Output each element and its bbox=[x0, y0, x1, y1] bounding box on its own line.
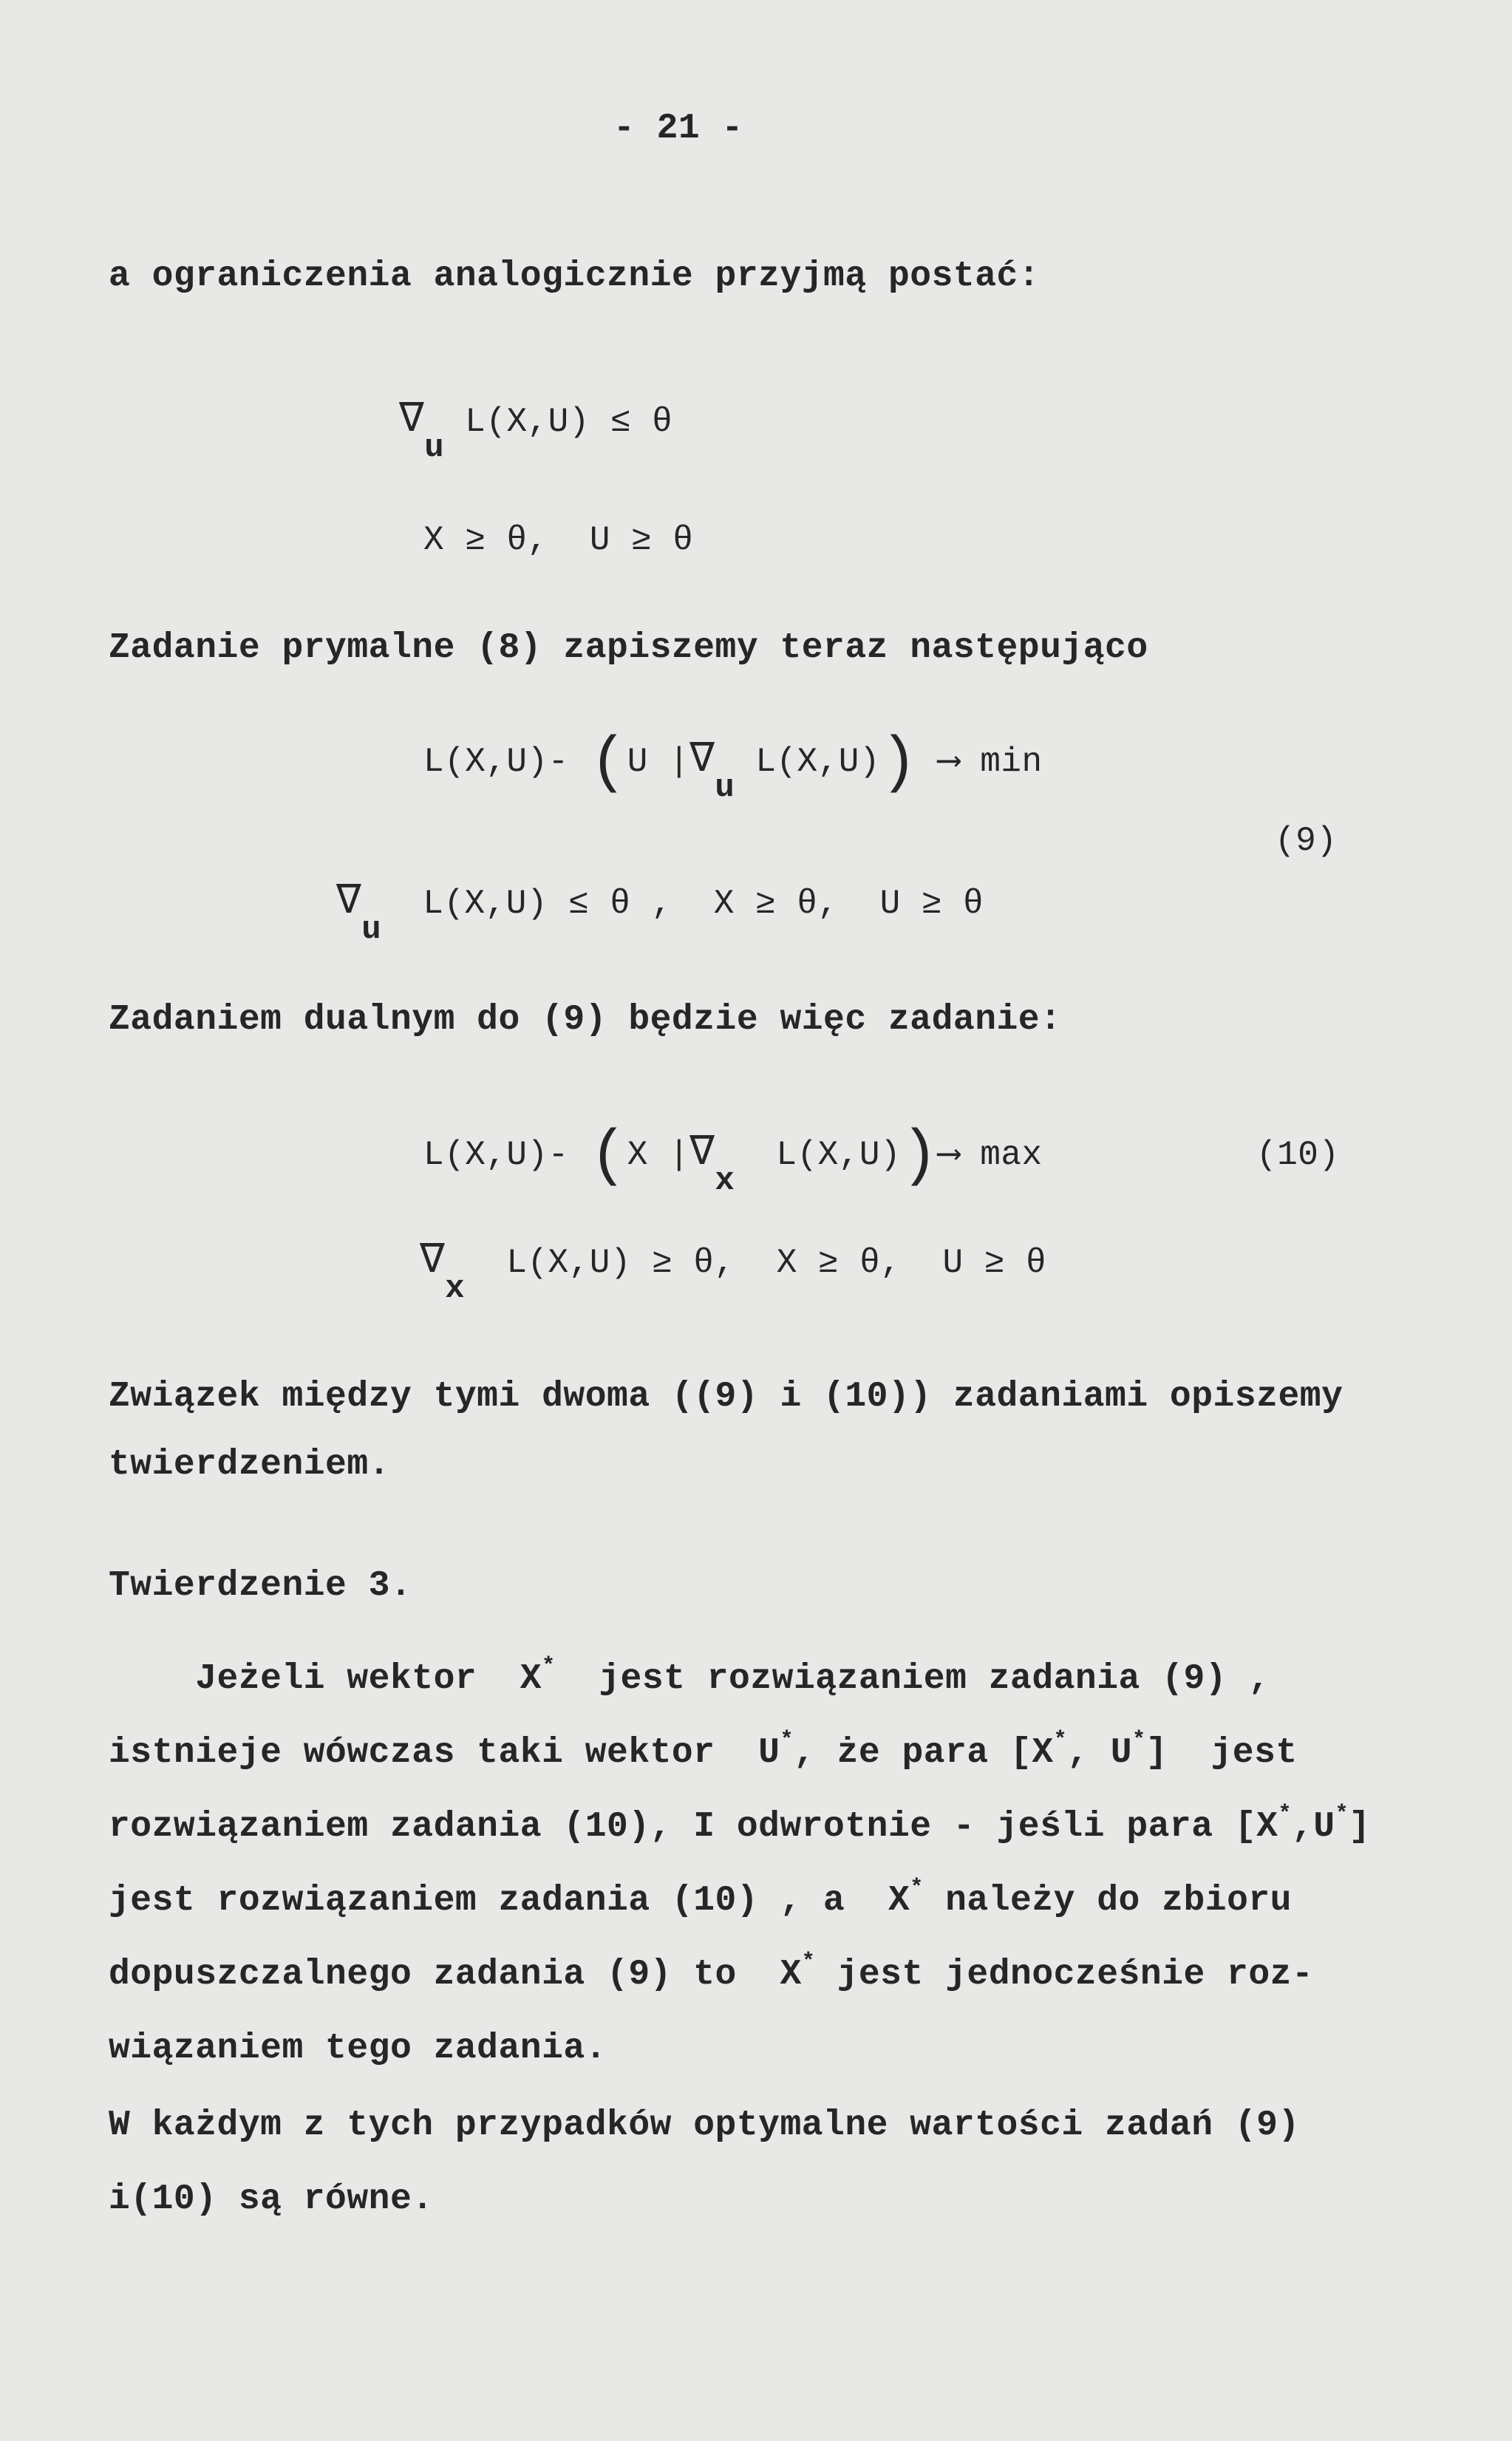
text: jest rozwiązaniem zadania (10) , a X bbox=[109, 1881, 910, 1921]
subscript-u: u bbox=[715, 769, 735, 806]
dual-intro: Zadaniem dualnym do (9) będzie więc zadanie: bbox=[109, 1000, 1062, 1040]
star: * bbox=[780, 1728, 794, 1753]
theorem-line-7: W każdym z tych przypadków optymalne wartości zadań (9) bbox=[109, 2105, 1300, 2145]
text: rozwiązaniem zadania (10), I odwrotnie - jeśli para [X bbox=[109, 1807, 1278, 1847]
subscript-u: u bbox=[361, 911, 382, 948]
text: , że para [X bbox=[793, 1733, 1054, 1773]
eq9-objective bbox=[423, 729, 1043, 806]
nabla-icon: ∇ bbox=[336, 878, 362, 925]
paren: ( bbox=[589, 1122, 627, 1192]
text: ] bbox=[1349, 1807, 1371, 1847]
constraint-nonneg: X ≥ θ, U ≥ θ bbox=[423, 521, 694, 559]
star: * bbox=[1335, 1802, 1349, 1827]
subscript-x: x bbox=[445, 1270, 466, 1307]
paren: ) bbox=[901, 1122, 939, 1192]
theorem-line-6: wiązaniem tego zadania. bbox=[109, 2029, 607, 2069]
text: Jeżeli wektor X bbox=[109, 1659, 542, 1699]
eq-part: L(X,U)- bbox=[423, 743, 590, 781]
eq-part: L(X,U) bbox=[735, 743, 880, 781]
relation-line-1: Związek między tymi dwoma ((9) i (10)) zadaniami opiszemy bbox=[109, 1377, 1344, 1417]
eq-part: L(X,U) ≤ θ , X ≥ θ, U ≥ θ bbox=[381, 885, 984, 923]
eq-part: ⟶ max bbox=[938, 1136, 1043, 1174]
theorem-line-5 bbox=[109, 1950, 1314, 1995]
relation-line-2: twierdzeniem. bbox=[109, 1445, 390, 1485]
paren: ) bbox=[879, 729, 918, 799]
star: * bbox=[1278, 1802, 1292, 1827]
constraint-gradient bbox=[399, 396, 673, 466]
eq-part: ⟶ min bbox=[917, 743, 1043, 781]
star: * bbox=[1053, 1728, 1068, 1753]
nabla-icon: ∇ bbox=[399, 396, 425, 443]
theorem-line-1 bbox=[109, 1654, 1270, 1699]
eq-part: L(X,U) bbox=[735, 1136, 902, 1174]
text: ] jest bbox=[1145, 1733, 1298, 1773]
star: * bbox=[801, 1950, 816, 1975]
eq9-constraints bbox=[336, 878, 984, 948]
primal-intro: Zadanie prymalne (8) zapiszemy teraz następująco bbox=[109, 628, 1148, 668]
eq-part: U | bbox=[627, 743, 690, 781]
subscript-x: x bbox=[715, 1162, 735, 1199]
intro-text: a ograniczenia analogicznie przyjmą postać: bbox=[109, 256, 1041, 296]
paren: ( bbox=[589, 729, 627, 799]
eq9-label: (9) bbox=[1275, 822, 1338, 860]
star: * bbox=[910, 1876, 924, 1901]
nabla-icon: ∇ bbox=[420, 1237, 446, 1284]
eq-part: X | bbox=[627, 1136, 690, 1174]
theorem-line-2 bbox=[109, 1728, 1298, 1773]
nabla-icon: ∇ bbox=[689, 1129, 715, 1177]
star: * bbox=[542, 1654, 556, 1679]
text: , U bbox=[1067, 1733, 1133, 1773]
text: dopuszczalnego zadania (9) to X bbox=[109, 1955, 802, 1995]
subscript-u: u bbox=[424, 429, 445, 466]
theorem-line-3 bbox=[109, 1802, 1371, 1847]
page-number: - 21 - bbox=[613, 109, 743, 149]
eq10-objective bbox=[423, 1122, 1043, 1199]
theorem-line-4 bbox=[109, 1876, 1292, 1921]
text: ,U bbox=[1291, 1807, 1335, 1847]
text: jest rozwiązaniem zadania (9) , bbox=[555, 1659, 1270, 1699]
eq10-constraints bbox=[420, 1237, 1047, 1307]
constraint-1: L(X,U) ≤ θ bbox=[444, 403, 673, 441]
text: należy do zbioru bbox=[923, 1881, 1292, 1921]
nabla-icon: ∇ bbox=[689, 736, 715, 783]
theorem-title: Twierdzenie 3. bbox=[109, 1566, 412, 1606]
text: istnieje wówczas taki wektor U bbox=[109, 1733, 780, 1773]
eq-part: L(X,U)- bbox=[423, 1136, 590, 1174]
text: jest jednocześnie roz- bbox=[815, 1955, 1314, 1995]
eq10-label: (10) bbox=[1256, 1136, 1340, 1174]
theorem-line-8: i(10) są równe. bbox=[109, 2179, 434, 2219]
star: * bbox=[1132, 1728, 1146, 1753]
eq-part: L(X,U) ≥ θ, X ≥ θ, U ≥ θ bbox=[465, 1244, 1047, 1282]
